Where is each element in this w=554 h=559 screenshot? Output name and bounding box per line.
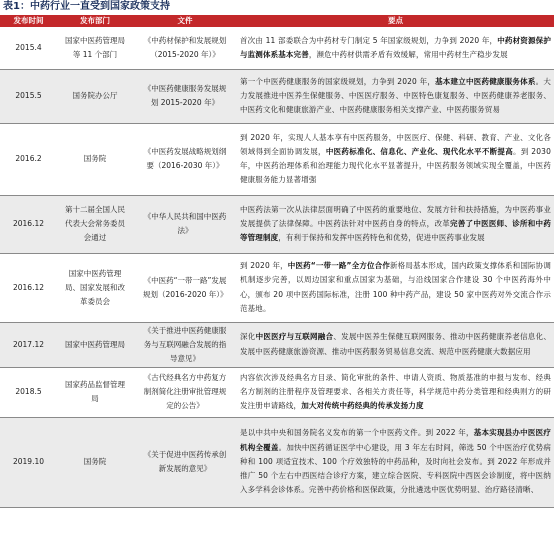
cell-points (237, 417, 554, 507)
highlight-text: 中药材资源保护与监测体系基本完善 (240, 35, 551, 59)
cell-date: 2016.2 (0, 123, 57, 195)
table-row (0, 123, 554, 195)
table-row (0, 27, 554, 69)
point-text: 新格局基本形成，国内政策支撑体系和国际协调机制逐步完善，以周边国家和重点国家为基础，与沿线国家合作建设 30 个中医药海外中心，颁布 20 项中医药国际标准，注册 100 种中药产品，建设 50 家中医药对外交流合作示范基地。 (240, 261, 551, 313)
highlight-text: 中医医疗与互联网融合 (255, 332, 334, 342)
point-text: 深化 (240, 332, 256, 342)
table-row (0, 322, 554, 367)
cell-date: 2017.12 (0, 322, 57, 367)
point-text: 。到 2030 年，中医药治理体系和治理能力现代化水平显著提升，中医药服务领域实现全覆盖，中医药健康服务能力显著增强 (240, 146, 551, 185)
point-text: 。加快中医药循证医学中心建设，用 3 年左右时间，筛选 50 个中医治疗优势病种和 100 项适宜技术、100 个疗效独特的中药品种，及时向社会发布。到 2022 年形成并推广 50 个左右中西医结合诊疗方案，建立综合医院、专科医院中西医会诊制度，将中医纳入多学科会诊体系。完善中药价格和医保政策，分批遴选中医优势明显、治疗路径清晰、 (240, 442, 552, 495)
cell-points (237, 27, 554, 69)
cell-doc: 《中药材保护和发展规划（2015-2020 年）》 (133, 27, 237, 69)
highlight-text: 加大对传统中药经典的传承发扬力度 (301, 401, 424, 411)
cell-doc: 《中华人民共和国中医药法》 (133, 195, 237, 253)
cell-date: 2016.12 (0, 195, 57, 253)
cell-points (237, 69, 554, 123)
highlight-text: 基本建立中医药健康服务体系 (435, 76, 536, 86)
cell-dept: 国务院 (57, 417, 133, 507)
table-row (0, 253, 554, 322)
cell-doc: 《古代经典名方中药复方制剂简化注册审批管理规定的公告》 (133, 367, 237, 417)
cell-dept: 国家中医药管理局 (57, 322, 133, 367)
table-title: 表1：中药行业一直受到国家政策支持 (3, 1, 170, 12)
cell-dept: 国务院 (57, 123, 133, 195)
cell-dept: 国务院办公厅 (57, 69, 133, 123)
highlight-text: 基本实现县办中医医疗机构全覆盖 (240, 428, 552, 452)
cell-doc: 《关于促进中医药传承创新发展的意见》 (133, 417, 237, 507)
point-text: 。大力发展推进中医养生保健服务、中医医疗服务、中医特色康复服务、中医药健康养老服务、中医药文化和健康旅游产业、中医药健康服务相关支撑产业、中医药服务贸易 (240, 76, 551, 115)
policy-table (0, 15, 554, 508)
point-text: 到 2020 年，实现人人基本享有中医药服务，中医医疗、保健、科研、教育、产业、文化各领域得到全面协调发展， (240, 132, 551, 156)
cell-points (237, 322, 554, 367)
header-points: 要点 (237, 15, 554, 27)
cell-dept: 国家中医药管理局等 11 个部门 (57, 27, 133, 69)
cell-doc: 《中医药健康服务发展规划 2015-2020 年》 (133, 69, 237, 123)
cell-dept: 国家中医药管理局、国家发展和改革委员会 (57, 253, 133, 322)
point-text: 首次由 11 部委联合为中药材专门制定 5 年国家级规划，力争到 2020 年， (240, 35, 498, 45)
point-text: 中医药法第一次从法律层面明确了中医药的重要地位、发展方针和扶持措施，为中医药事业发展提供了法律保障。中医药法针对中医药自身的特点，改革 (240, 204, 551, 228)
point-text: 是以中共中央和国务院名义发布的第一个中医药文件。到 2022 年， (240, 428, 474, 438)
highlight-text: 中医药标准化、信息化、产业化、现代化水平不断提高 (325, 146, 514, 156)
point-text: ，有利于保持和发挥中医药特色和优势，促进中医药事业发展 (278, 233, 485, 243)
cell-date: 2019.10 (0, 417, 57, 507)
point-text: 、发展中医养生保健互联网服务、推动中医药健康养老信息化、发展中医药健康旅游资源、推动中医药服务贸易信息交流、规范中医药健康大数据应用 (240, 332, 551, 356)
point-text: 到 2020 年， (240, 261, 288, 271)
table-row (0, 195, 554, 253)
table-row (0, 367, 554, 417)
point-text: ，濒危中药材供需矛盾有效缓解，常用中药材生产稳步发展 (308, 49, 508, 59)
header-date: 发布时间 (0, 15, 57, 27)
point-text: 内容依次涉及经典名方目录、简化审批的条件、申请人资质、物质基准的申报与发布、经典名方制剂的注册程序及管理要求、各相关方责任等，科学规范中药分类管理和经典则方的研发注册申请路线， (240, 372, 551, 411)
point-text: 第一个中医药健康服务的国家级规划，力争到 2020 年， (240, 76, 436, 86)
table-row (0, 417, 554, 507)
cell-date: 2016.12 (0, 253, 57, 322)
cell-points (237, 367, 554, 417)
cell-dept: 国家药品监督管理局 (57, 367, 133, 417)
cell-points (237, 195, 554, 253)
cell-doc: 《关于推进中医药健康服务与互联网融合发展的指导意见》 (133, 322, 237, 367)
header-doc: 文件 (133, 15, 237, 27)
cell-dept: 第十二届全国人民代表大会常务委员会通过 (57, 195, 133, 253)
cell-date: 2015.4 (0, 27, 57, 69)
highlight-text: 完善了中医医师、诊所和中药等管理制度 (240, 218, 551, 243)
cell-date: 2018.5 (0, 367, 57, 417)
table-row (0, 69, 554, 123)
cell-doc: 《中医药“一带一路”发展规划（2016-2020 年）》 (133, 253, 237, 322)
header-dept: 发布部门 (57, 15, 133, 27)
cell-date: 2015.5 (0, 69, 57, 123)
header-row (0, 15, 554, 27)
cell-points (237, 253, 554, 322)
highlight-text: 中医药“一带一路”全方位合作 (287, 261, 390, 271)
cell-points (237, 123, 554, 195)
cell-doc: 《中医药发展战略规划纲要（2016-2030 年）》 (133, 123, 237, 195)
